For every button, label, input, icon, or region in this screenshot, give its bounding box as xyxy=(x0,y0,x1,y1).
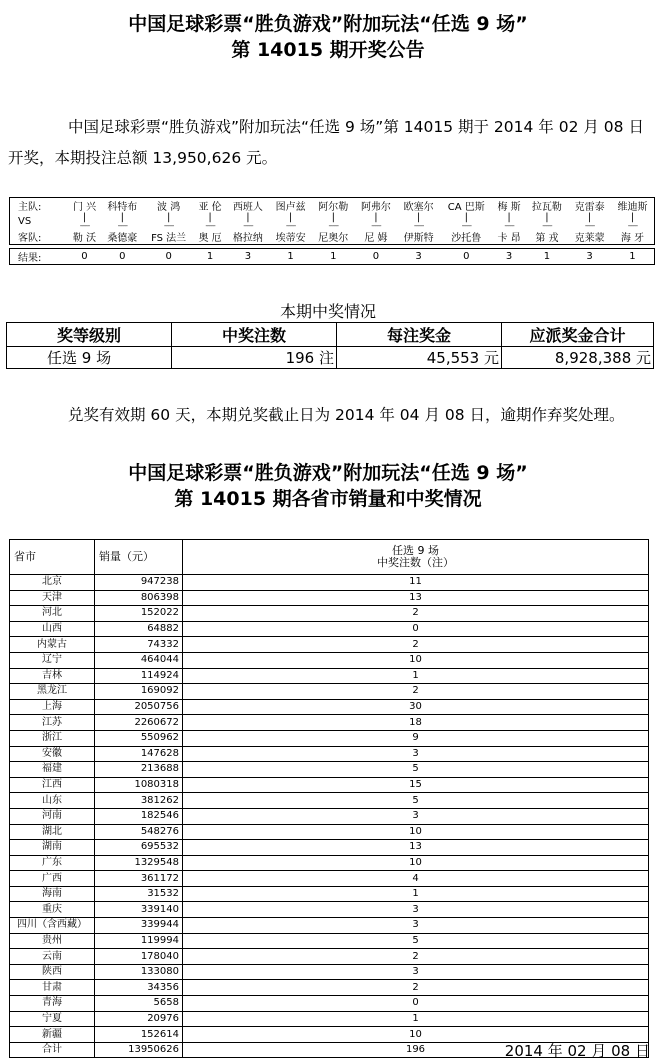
province-row xyxy=(10,652,649,668)
province-row xyxy=(10,871,649,887)
away-team: 第 戎 xyxy=(526,229,569,245)
prize-header-total: 应派奖金合计 xyxy=(502,323,654,347)
province-name: 江苏 xyxy=(10,715,95,731)
away-team-row xyxy=(10,229,655,245)
province-row xyxy=(10,824,649,840)
vs-dash: ----- xyxy=(163,221,174,230)
vs-separator xyxy=(397,213,440,229)
province-row xyxy=(10,699,649,715)
province-winners: 5 xyxy=(183,762,649,778)
home-team: 拉瓦勒 xyxy=(526,198,569,214)
province-row xyxy=(10,996,649,1012)
province-name: 新疆 xyxy=(10,1027,95,1043)
province-sales: 133080 xyxy=(95,964,183,980)
province-row xyxy=(10,902,649,918)
prize-row xyxy=(7,347,654,369)
province-winners: 3 xyxy=(183,964,649,980)
footer-date: 2014 年 02 月 08 日 xyxy=(504,1042,650,1060)
result-label: 结果: xyxy=(10,249,69,265)
home-label: 主队: xyxy=(10,198,69,214)
province-row xyxy=(10,918,649,934)
province-subtitle: 第 14015 期各省市销量和中奖情况 xyxy=(174,488,482,510)
match-result: 3 xyxy=(493,249,526,265)
province-name: 天津 xyxy=(10,590,95,606)
match-result: 0 xyxy=(68,249,101,265)
province-row xyxy=(10,590,649,606)
home-team: 克雷泰 xyxy=(568,198,611,214)
province-sales: 695532 xyxy=(95,840,183,856)
province-row xyxy=(10,949,649,965)
province-sales: 1080318 xyxy=(95,777,183,793)
province-winners: 10 xyxy=(183,1027,649,1043)
prize-level: 任选 9 场 xyxy=(7,347,172,369)
vs-pipe: | xyxy=(246,212,250,223)
match-result: 1 xyxy=(312,249,355,265)
province-sales: 464044 xyxy=(95,652,183,668)
vs-pipe: | xyxy=(82,212,87,223)
province-sales: 339944 xyxy=(95,918,183,934)
home-team-row xyxy=(10,198,655,214)
province-sales: 947238 xyxy=(95,575,183,591)
match-result: 0 xyxy=(355,249,398,265)
province-sales: 20976 xyxy=(95,1011,183,1027)
away-team: 奥 厄 xyxy=(194,229,227,245)
province-sales: 381262 xyxy=(95,793,183,809)
province-sales: 152614 xyxy=(95,1027,183,1043)
province-winners: 3 xyxy=(183,808,649,824)
province-name: 上海 xyxy=(10,699,95,715)
match-result: 0 xyxy=(144,249,194,265)
home-team: 波 鸿 xyxy=(144,198,194,214)
province-winners: 5 xyxy=(183,933,649,949)
match-result: 3 xyxy=(397,249,440,265)
match-result: 0 xyxy=(101,249,144,265)
match-result: 1 xyxy=(194,249,227,265)
province-row xyxy=(10,621,649,637)
province-sales: 182546 xyxy=(95,808,183,824)
away-label: 客队: xyxy=(10,229,69,245)
province-row xyxy=(10,855,649,871)
province-name: 湖南 xyxy=(10,840,95,856)
vs-pipe: | xyxy=(464,212,468,223)
vs-separator xyxy=(526,213,569,229)
province-winners: 3 xyxy=(183,746,649,762)
home-team: 阿弗尔 xyxy=(355,198,398,214)
province-row xyxy=(10,746,649,762)
province-name: 河南 xyxy=(10,808,95,824)
province-name: 广东 xyxy=(10,855,95,871)
province-sales: 152022 xyxy=(95,606,183,622)
vs-dash: ----- xyxy=(627,221,638,230)
province-name: 海南 xyxy=(10,886,95,902)
province-row xyxy=(10,762,649,778)
match-result: 3 xyxy=(568,249,611,265)
province-winners: 2 xyxy=(183,606,649,622)
vs-dash: ----- xyxy=(542,221,552,230)
province-winners: 10 xyxy=(183,855,649,871)
province-name: 贵州 xyxy=(10,933,95,949)
province-title: 中国足球彩票“胜负游戏”附加玩法“任选 9 场” xyxy=(128,462,528,484)
vs-label: VS xyxy=(10,213,69,229)
vs-separator xyxy=(101,213,144,229)
prize-header-per-bet: 每注奖金 xyxy=(337,323,502,347)
vs-pipe: | xyxy=(331,212,335,223)
province-winners: 3 xyxy=(183,902,649,918)
province-row xyxy=(10,793,649,809)
vs-separator xyxy=(440,213,493,229)
claim-notice: 兑奖有效期 60 天，本期兑奖截止日为 2014 年 04 月 08 日，逾期作弃奖处理。 xyxy=(68,406,625,424)
vs-dash: ----- xyxy=(117,221,128,230)
province-winners: 10 xyxy=(183,824,649,840)
province-sales: 2050756 xyxy=(95,699,183,715)
province-sales: 114924 xyxy=(95,668,183,684)
prize-caption: 本期中奖情况 xyxy=(279,302,376,321)
province-row xyxy=(10,575,649,591)
vs-separator xyxy=(611,213,655,229)
away-team: 尼奥尔 xyxy=(312,229,355,245)
prize-header-level: 奖等级别 xyxy=(7,323,172,347)
province-name: 广西 xyxy=(10,871,95,887)
province-name: 云南 xyxy=(10,949,95,965)
away-team: FS 法兰 xyxy=(144,229,194,245)
home-team: 图卢兹 xyxy=(269,198,312,214)
vs-dash: ----- xyxy=(371,221,381,230)
province-winners: 10 xyxy=(183,652,649,668)
province-winners: 11 xyxy=(183,575,649,591)
province-sales: 5658 xyxy=(95,996,183,1012)
province-row xyxy=(10,606,649,622)
province-winners: 4 xyxy=(183,871,649,887)
announcement-title: 中国足球彩票“胜负游戏”附加玩法“任选 9 场” xyxy=(128,13,528,35)
home-team: 梅 斯 xyxy=(493,198,526,214)
prize-header-row xyxy=(7,323,654,347)
province-name: 黑龙江 xyxy=(10,684,95,700)
province-name: 重庆 xyxy=(10,902,95,918)
vs-pipe: | xyxy=(416,212,421,223)
province-row xyxy=(10,684,649,700)
province-name: 湖北 xyxy=(10,824,95,840)
province-name: 合计 xyxy=(10,1042,95,1058)
province-name: 河北 xyxy=(10,606,95,622)
province-name: 四川（含西藏） xyxy=(10,918,95,934)
vs-separator xyxy=(68,213,101,229)
province-row xyxy=(10,964,649,980)
match-result: 1 xyxy=(269,249,312,265)
province-sales-table xyxy=(9,539,649,1058)
vs-pipe: | xyxy=(166,212,171,223)
vs-separator xyxy=(269,213,312,229)
province-row xyxy=(10,715,649,731)
vs-pipe: | xyxy=(507,212,511,223)
province-winners: 2 xyxy=(183,637,649,653)
province-winners: 15 xyxy=(183,777,649,793)
home-team: 亚 伦 xyxy=(194,198,227,214)
province-sales: 147628 xyxy=(95,746,183,762)
vs-dash: ----- xyxy=(205,221,215,230)
province-name: 甘肃 xyxy=(10,980,95,996)
prize-total: 8,928,388 元 xyxy=(502,347,654,369)
province-name: 青海 xyxy=(10,996,95,1012)
province-row xyxy=(10,1011,649,1027)
province-row xyxy=(10,840,649,856)
province-sales: 339140 xyxy=(95,902,183,918)
match-result: 0 xyxy=(440,249,493,265)
header-winners-line1: 任选 9 场 xyxy=(392,544,439,557)
announcement-subtitle: 第 14015 期开奖公告 xyxy=(231,39,425,61)
home-team: 门 兴 xyxy=(68,198,101,214)
province-winners: 1 xyxy=(183,668,649,684)
vs-separator xyxy=(493,213,526,229)
province-row xyxy=(10,933,649,949)
province-name: 江西 xyxy=(10,777,95,793)
vs-dash: ----- xyxy=(328,221,338,230)
match-table xyxy=(9,197,655,265)
province-name: 北京 xyxy=(10,575,95,591)
province-name: 陕西 xyxy=(10,964,95,980)
province-row xyxy=(10,730,649,746)
province-header-row xyxy=(10,540,649,575)
province-winners: 18 xyxy=(183,715,649,731)
province-winners: 9 xyxy=(183,730,649,746)
header-winners-line2: 中奖注数（注） xyxy=(377,556,454,569)
province-row xyxy=(10,637,649,653)
intro-paragraph: 中国足球彩票“胜负游戏”附加玩法“任选 9 场”第 14015 期于 2014 年 02 月 08 日开奖，本期投注总额 13,950,626 元。 xyxy=(8,118,644,167)
province-name: 福建 xyxy=(10,762,95,778)
vs-dash: ----- xyxy=(413,221,424,230)
vs-pipe: | xyxy=(120,212,124,223)
home-team: 欧塞尔 xyxy=(397,198,440,214)
prize-table xyxy=(6,322,654,369)
away-team: 卡 昂 xyxy=(493,229,526,245)
province-winners: 1 xyxy=(183,1011,649,1027)
result-row xyxy=(10,249,655,265)
vs-dash: ----- xyxy=(243,221,253,230)
away-team: 桑德豪 xyxy=(101,229,144,245)
province-row xyxy=(10,668,649,684)
prize-per-bet: 45,553 元 xyxy=(337,347,502,369)
away-team: 沙托鲁 xyxy=(440,229,493,245)
vs-pipe: | xyxy=(587,212,592,223)
vs-dash: ----- xyxy=(504,221,514,230)
match-result: 3 xyxy=(227,249,270,265)
province-name: 内蒙古 xyxy=(10,637,95,653)
province-winners: 30 xyxy=(183,699,649,715)
province-sales: 548276 xyxy=(95,824,183,840)
vs-pipe: | xyxy=(208,212,212,223)
province-sales: 550962 xyxy=(95,730,183,746)
province-sales: 1329548 xyxy=(95,855,183,871)
away-team: 海 牙 xyxy=(611,229,655,245)
province-sales: 169092 xyxy=(95,684,183,700)
home-team: 阿尔勒 xyxy=(312,198,355,214)
province-sales: 361172 xyxy=(95,871,183,887)
province-name: 山西 xyxy=(10,621,95,637)
home-team: 科特布 xyxy=(101,198,144,214)
vs-dash: ----- xyxy=(461,221,471,230)
province-sales: 31532 xyxy=(95,886,183,902)
province-sales: 213688 xyxy=(95,762,183,778)
province-sales: 806398 xyxy=(95,590,183,606)
away-team: 埃蒂安 xyxy=(269,229,312,245)
vs-pipe: | xyxy=(374,212,378,223)
vs-separator xyxy=(144,213,194,229)
province-sales: 13950626 xyxy=(95,1042,183,1058)
province-winners: 196 xyxy=(183,1042,649,1058)
away-team: 尼 姆 xyxy=(355,229,398,245)
vs-pipe: | xyxy=(630,212,635,223)
prize-count: 196 注 xyxy=(172,347,337,369)
province-name: 辽宁 xyxy=(10,652,95,668)
home-team: 维迪斯 xyxy=(611,198,655,214)
header-province: 省市 xyxy=(10,540,95,575)
province-sales: 178040 xyxy=(95,949,183,965)
province-name: 吉林 xyxy=(10,668,95,684)
province-sales: 64882 xyxy=(95,621,183,637)
province-row xyxy=(10,886,649,902)
province-winners: 5 xyxy=(183,793,649,809)
away-team: 克莱蒙 xyxy=(568,229,611,245)
province-sales: 119994 xyxy=(95,933,183,949)
province-name: 安徽 xyxy=(10,746,95,762)
province-winners: 13 xyxy=(183,840,649,856)
province-winners: 2 xyxy=(183,980,649,996)
home-team: 西班人 xyxy=(227,198,270,214)
vs-separator xyxy=(355,213,398,229)
away-team: 勒 沃 xyxy=(68,229,101,245)
province-row xyxy=(10,1027,649,1043)
province-row xyxy=(10,980,649,996)
province-row xyxy=(10,777,649,793)
header-winners xyxy=(183,540,649,575)
province-winners: 0 xyxy=(183,996,649,1012)
province-winners: 13 xyxy=(183,590,649,606)
vs-dash: ----- xyxy=(285,221,296,230)
province-name: 宁夏 xyxy=(10,1011,95,1027)
away-team: 伊斯特 xyxy=(397,229,440,245)
province-winners: 0 xyxy=(183,621,649,637)
home-team: CA 巴斯 xyxy=(440,198,493,214)
vs-dash: ----- xyxy=(584,221,595,230)
prize-header-count: 中奖注数 xyxy=(172,323,337,347)
vs-separator xyxy=(568,213,611,229)
province-name: 山东 xyxy=(10,793,95,809)
province-winners: 1 xyxy=(183,886,649,902)
province-row xyxy=(10,808,649,824)
away-team: 格拉纳 xyxy=(227,229,270,245)
vs-separator xyxy=(227,213,270,229)
province-sales: 74332 xyxy=(95,637,183,653)
vs-dash: ----- xyxy=(79,221,90,230)
vs-pipe: | xyxy=(288,212,293,223)
province-winners: 2 xyxy=(183,684,649,700)
vs-separator xyxy=(194,213,227,229)
match-result: 1 xyxy=(611,249,655,265)
vs-row xyxy=(10,213,655,229)
province-winners: 3 xyxy=(183,918,649,934)
header-sales: 销量（元） xyxy=(95,540,183,575)
province-name: 浙江 xyxy=(10,730,95,746)
province-winners: 2 xyxy=(183,949,649,965)
match-result: 1 xyxy=(526,249,569,265)
vs-pipe: | xyxy=(545,212,549,223)
province-sales: 34356 xyxy=(95,980,183,996)
vs-separator xyxy=(312,213,355,229)
province-sales: 2260672 xyxy=(95,715,183,731)
